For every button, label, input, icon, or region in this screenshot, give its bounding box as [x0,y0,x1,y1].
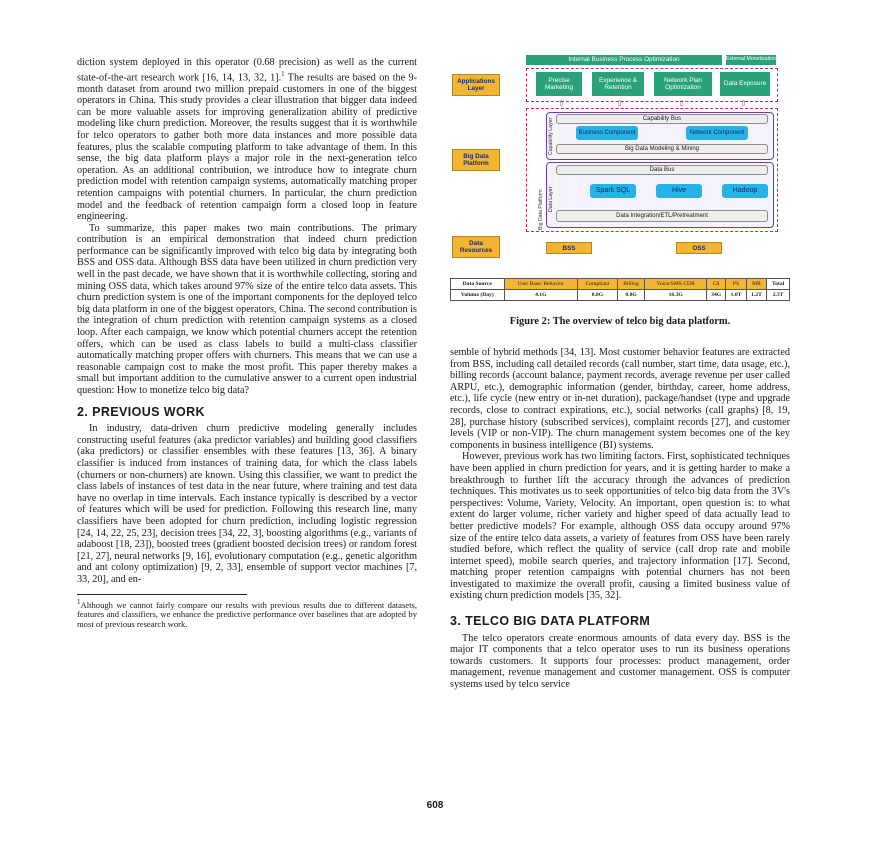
big-data-platform-label: Big Data Platform [452,149,500,171]
engine-hive: Hive [656,184,702,198]
capability-layer-label: Capability Layer [548,117,554,155]
etl-bar: Data Integration/ETL/Pretreatment [556,210,768,222]
page-number: 608 [426,800,444,811]
business-component: Business Component [576,126,638,140]
intro-paragraph-2: To summarize, this paper makes two main contributions. The primary contribution is an empirical demonstration that indeed churn prediction performance can be significantly improved with telco big data by integrating both BSS and OSS data. Although BSS data have been utilized in churn prediction very well in the past decade, we have shown that it is worthwhile collecting, storing and mining OSS data, which takes around 97% size of the entire telco data assets. This churn prediction system is one of the important components for the deployed telco big data platform in one of the biggest operators, China. The second contribution is the integration of churn prediction with retention campaign systems as a closed loop. After each campaign, we know which potential churners accept the retention offers, which can be used as class labels to build a multi-class classifier automatically matching proper offers with churners. This means that we can use a reasonable campaign cost to make the most profit. This paper thereby makes a small but important addition to the cumulative answer to a current open industrial question: How to monetize telco big data? [77,222,417,397]
data-resources-label: Data Resources [452,236,500,258]
app-data-exposure: Data Exposure [720,72,770,96]
engine-spark-sql: Spark SQL [590,184,636,198]
network-component: Network Component [686,126,748,140]
modeling-bar: Big Data Modeling & Mining [556,144,768,154]
applications-layer-label: Applications Layer [452,74,500,96]
right-paragraph-1: semble of hybrid methods [34, 13]. Most customer behavior features are extracted from BSS, including call detailed records (call number, start time, data usage, etc.), billing records (account balance, payment records, average revenue per user called ARPU, etc.), demographic information (gender, birthday, career, home address, etc.), life cycle (new entry or in-net duration), package/handset (type and upgrade records, close to contract expirations, etc.), social networks (call graphs) [8, 19, 28], purchase history (subscribed services), complaint records [27], and customer levels (VIP or non-VIP). The churn management system becomes one of the key components in business intelligence (BI) systems. [450,347,790,451]
section-2-heading: 2. PREVIOUS WORK [77,404,205,419]
app-network-plan: Network Plan Optimization [654,72,712,96]
table-row: Volume (Day) 4.1G 0.8G 0.8G 18.3G 34G 1.0T 1.2T 2.3T [451,290,790,301]
bss-box: BSS [546,242,592,254]
up-arrow-icon: ⇧ [558,99,565,108]
figure-caption: Figure 2: The overview of telco big data platform. [509,316,731,327]
right-paragraph-2: However, previous work has two limiting factors. First, sophisticated techniques have been applied in churn prediction for years, and it is getting harder to make a breakthrough to further lift the accuracy through the advances of prediction techniques. This motivates us to seek opportunities of telco big data from the 3V's perspectives: Volume, Variety, Velocity. An important, open question is: to what extent do larger volume, richer variety and higher speed of data actually lead to better predictive models? For example, although OSS data occupy around 97% size of the entire telco data assets, a variety of features from OSS have been rarely studied before, which reflect the quality of service (call drop rate and mobile internet speed), mobile search queries, and trajectory information [17]. Second, matching proper retention campaigns with potential churners has not been investigated to maximize the overall profit, causing a limited business value of existing churn prediction models [35, 32]. [450,451,790,602]
data-layer-label: Data Layer [548,186,554,212]
section-3-text: The telco operators create enormous amounts of data every day. BSS is the major IT components that a telco operator uses to run its business operations towards customers. It supports four processes: product management, order management, revenue management and customer management. OSS is computer systems used by telco service [450,632,790,691]
section-2-text: In industry, data-driven churn predictive modeling generally includes constructing useful features (aka predictor variables) and building good classifiers (aka predictors) or classifier ensembles with these features [13, 36]. A binary classifier is induced from instances of training data, for which the class labels (churners or non-churners) are known. Using this classifier, we want to predict the class labels of instances of test data in the near future, where training and test data have no overlap in time intervals. Each instance typically is described by a vector of features which will be used for prediction. Following this research line, many classifiers have been adopted for churn prediction, including logistic regression [24, 14, 22, 25, 23], decision trees [34, 22, 3], boosting algorithms (e.g., variants of adaboost [18, 23]), boosted trees (gradient boosted decision trees) or random forest [21, 27], neural networks [9, 16], evolutionary computation (e.g., genetic algorithm and ant colony optimization) [9, 2, 33], ensemble of support vector machines [7, 33, 20], and en- [77,423,417,585]
app-precise-marketing: Precise Marketing [536,72,582,96]
intro-paragraph-1: diction system deployed in this operator (0.68 precision) as well as the current state-of-the-art research work [16, 14, 13, 32, 1].$^1$ The results are based on the 9-month dataset from around two million prepaid customers in one of the biggest operators in China. This study provides a clear illustration that bigger data indeed can be more valuable assets for improving generalization ability of predictive modeling like churn prediction. Moreover, the results suggest that it is worthwhile for telco operators to gather both more data instances and more possible data features, plus the scalable computing platform to take advantage of them. In this sense, the big data platform plays a major role in the next-generation telco operation. As an additional contribution, we introduce how to integrate churn prediction model with retention campaign systems, automatically matching proper retention campaigns with potential churners. In particular, the churn prediction model and the feedback of retention campaign form a closed loop in feature engineering. [77,57,417,223]
data-bus: Data Bus [556,165,768,175]
top-bar-internal: Internal Business Process Optimization [526,55,722,65]
table-row: Data Source User Base/ Behavior Compliant Billing Voice/SMS CDR CS PS MR Total [451,279,790,290]
right-column [450,347,790,691]
oss-box: OSS [676,242,722,254]
top-bar-external: External Monetization [726,55,776,65]
section-3-heading: 3. TELCO BIG DATA PLATFORM [450,614,651,629]
engine-hadoop: Hadoop [722,184,768,198]
up-arrow-icon: ⇧ [616,99,623,108]
up-arrow-icon: ⇧ [678,99,685,108]
data-volume-table [450,278,790,301]
capability-bus: Capability Bus [556,114,768,124]
up-arrow-icon: ⇧ [740,99,747,108]
footnote-mark: 1 [281,69,285,78]
footnote: $^1$Although we cannot fairly compare our results with previous results due to different datasets, features and classifiers, we enhance the predictive performance over baselines that are adopted by most of previous research work. [77,597,417,629]
left-column [77,57,417,630]
footnote-rule [77,594,247,595]
app-experience-retention: Experience & Retention [592,72,644,96]
platform-side-label: Big Data Platform [538,189,544,230]
